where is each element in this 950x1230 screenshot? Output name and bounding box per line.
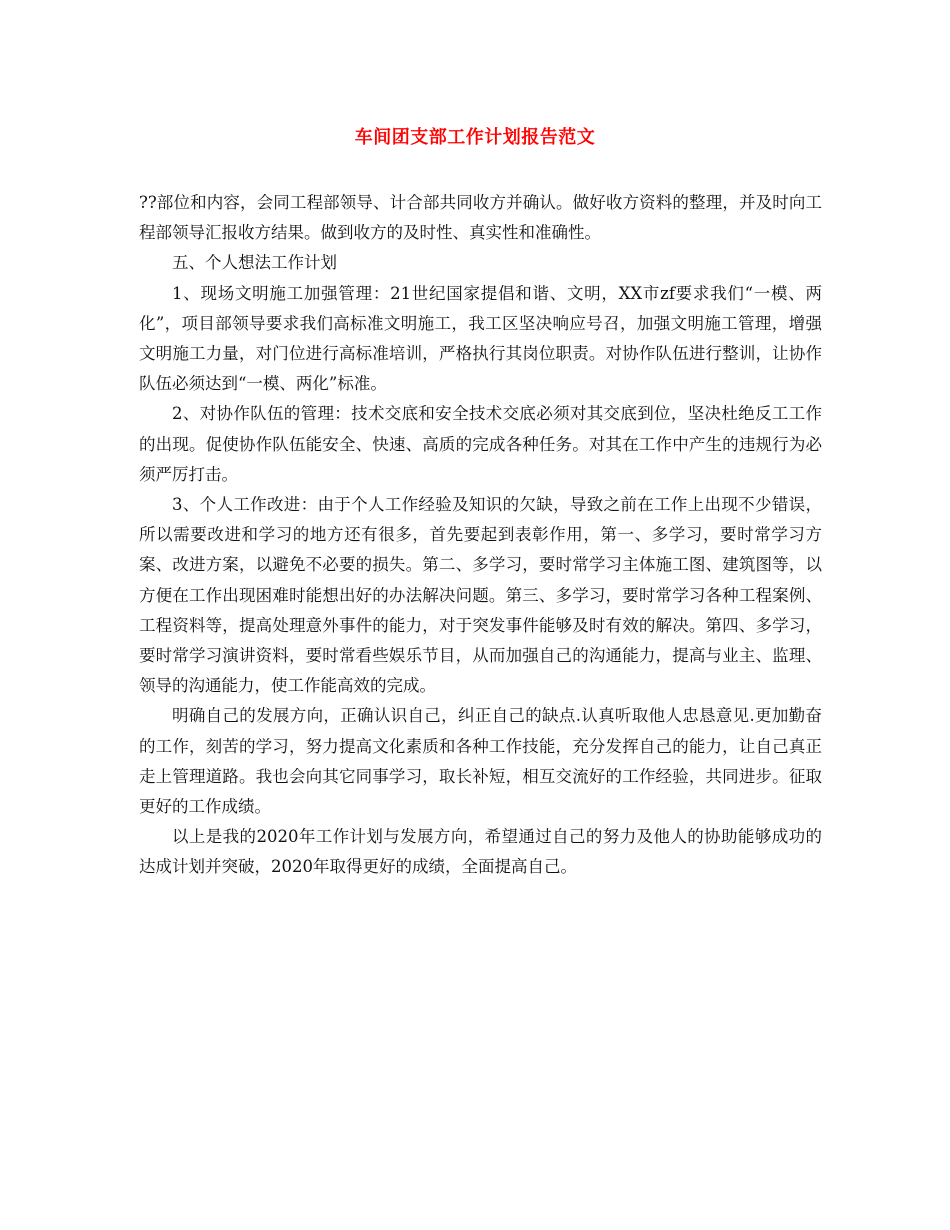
paragraph-continuation: ??部位和内容，会同工程部领导、计合部共同收方并确认。做好收方资料的整理，并及时向工程部领导汇报收方结果。做到收方的及时性、真实性和准确性。 — [139, 193, 822, 243]
document-title: 车间团支部工作计划报告范文 — [354, 127, 596, 148]
paragraph-item-3: 3、个人工作改进：由于个人工作经验及知识的欠缺，导致之前在工作上出现不少错误，所以需要改进和学习的地方还有很多，首先要起到表彰作用，第一、多学习，要时常学习方案、改进方案，以避免不必要的损失。第二、多学习，要时常学习主体施工图、建筑图等，以方便在工作出现困难时能想出好的办法解决问题。第三、多学习，要时常学习各种工程案例、工程资料等，提高处理意外事件的能力，对于突发事件能够及时有效的解决。第四、多学习，要时常学习演讲资料，要时常看些娱乐节目，从而加强自己的沟通能力，提高与业主、监理、领导的沟通能力，使工作能高效的完成。 — [139, 495, 822, 696]
paragraph-conclusion: 以上是我的2020年工作计划与发展方向，希望通过自己的努力及他人的协助能够成功的达成计划并突破，2020年取得更好的成绩，全面提高自己。 — [139, 827, 822, 877]
paragraph-item-1: 1、现场文明施工加强管理：21世纪国家提倡和谐、文明，XX市zf要求我们“一模、两化”，项目部领导要求我们高标准文明施工，我工区坚决响应号召，加强文明施工管理，增强文明施工力量，对门位进行高标准培训，严格执行其岗位职责。对协作队伍进行整训，让协作队伍必须达到“一模、两化”标准。 — [139, 283, 822, 394]
document-body — [139, 188, 822, 883]
paragraph-item-2: 2、对协作队伍的管理：技术交底和安全技术交底必须对其交底到位，坚决杜绝反工工作的出现。促使协作队伍能安全、快速、高质的完成各种任务。对其在工作中产生的违规行为必须严厉打击。 — [139, 404, 822, 484]
section-heading: 五、个人想法工作计划 — [172, 253, 337, 273]
paragraph-direction: 明确自己的发展方向，正确认识自己，纠正自己的缺点.认真听取他人忠恳意见.更加勤奋的工作，刻苦的学习，努力提高文化素质和各种工作技能，充分发挥自己的能力，让自己真正走上管理道路。我也会向其它同事学习，取长补短，相互交流好的工作经验，共同进步。征取更好的工作成绩。 — [139, 706, 822, 817]
